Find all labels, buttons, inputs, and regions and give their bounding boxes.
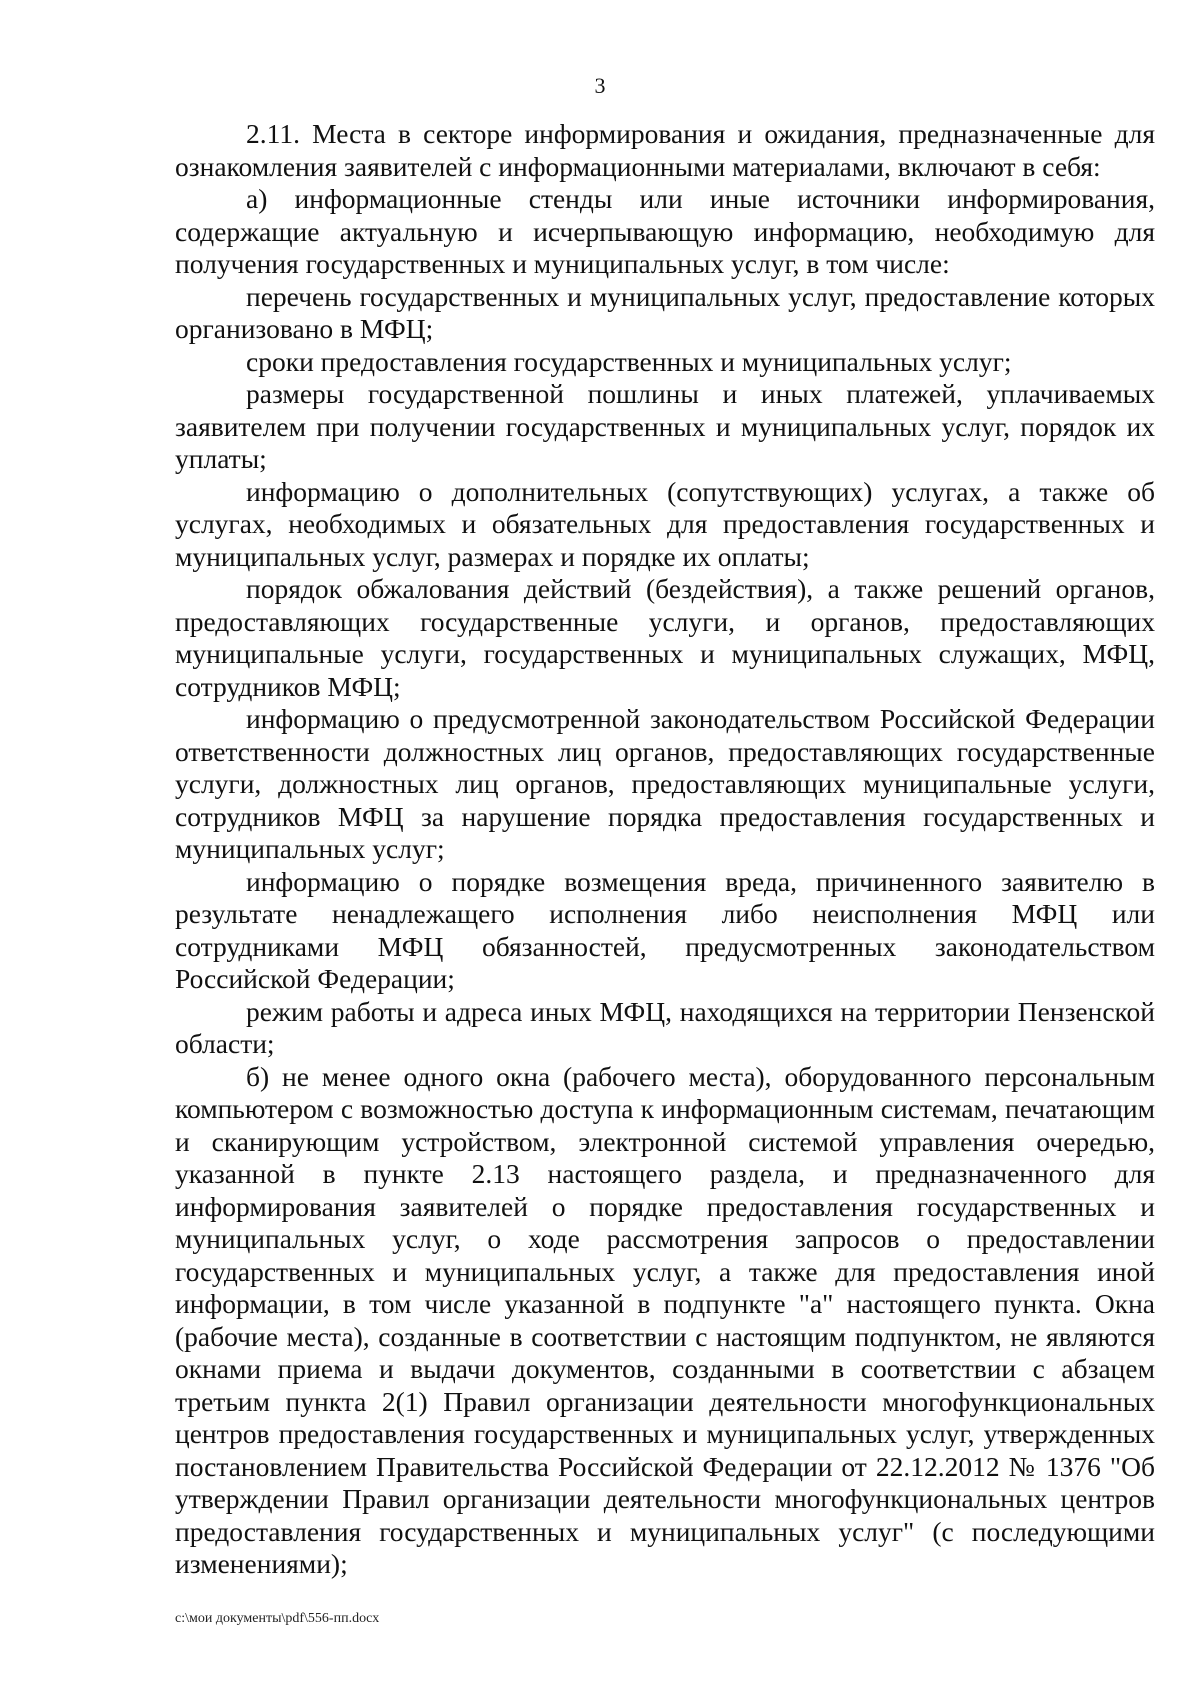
paragraph: порядок обжалования действий (бездействия), а также решений органов, предоставляющих государственные услуги, и органов, предоставляющих муниципальные услуги, государственных и муниципальных служащих, МФЦ, сотрудников МФЦ; [175,573,1155,702]
page-number: 3 [594,73,606,98]
paragraph: а) информационные стенды или иные источники информирования, содержащие актуальную и исчерпывающую информацию, необходимую для получения государственных и муниципальных услуг, в том числе: [175,183,1155,279]
paragraph: информацию о дополнительных (сопутствующих) услугах, а также об услугах, необходимых и обязательных для предоставления государственных и муниципальных услуг, размерах и порядке их оплаты; [175,475,1155,572]
paragraph: 2.11. Места в секторе информирования и ожидания, предназначенные для ознакомления заявителей с информационными материалами, включают в себя: [175,118,1155,182]
paragraph: перечень государственных и муниципальных услуг, предоставление которых организовано в МФЦ; [175,280,1155,344]
paragraph: размеры государственной пошлины и иных платежей, уплачиваемых заявителем при получении государственных и муниципальных услуг, порядок их уплаты; [175,378,1155,474]
footer-file-path: c:\мои документы\pdf\556-пп.docx [175,1611,380,1626]
paragraph: б) не менее одного окна (рабочего места), оборудованного персональным компьютером с возможностью доступа к информационным системам, печатающим и сканирующим устройством, электронной системой управления очередью, указанной в пункте 2.13 настоящего раздела, и предназначенного для информирования заявителей о порядке предоставления государственных и муниципальных услуг, о ходе рассмотрения запросов о предоставлении государственных и муниципальных услуг, а также для предоставления иной информации, в том числе указанной в подпункте "а" настоящего пункта. Окна (рабочие места), созданные в соответствии с настоящим подпунктом, не являются окнами приема и выдачи документов, созданными в соответствии с абзацем третьим пункта 2(1) Правил организации деятельности многофункциональных центров предоставления государственных и муниципальных услуг, утвержденных постановлением Правительства Российской Федерации от 22.12.2012 № 1376 "Об утверждении Правил организации деятельности многофункциональных центров предоставления государственных и муниципальных услуг" (с последующими изменениями); [175,1060,1155,1579]
paragraph: режим работы и адреса иных МФЦ, находящихся на территории Пензенской области; [175,995,1155,1059]
document-body [175,118,1155,1581]
paragraph: сроки предоставления государственных и муниципальных услуг; [246,345,1012,377]
paragraph: информацию о порядке возмещения вреда, причиненного заявителю в результате ненадлежащего исполнения либо неисполнения МФЦ или сотрудниками МФЦ обязанностей, предусмотренных законодательством Российской Федерации; [175,865,1155,994]
paragraph: информацию о предусмотренной законодательством Российской Федерации ответственности должностных лиц органов, предоставляющих государственные услуги, должностных лиц органов, предоставляющих муниципальные услуги, сотрудников МФЦ за нарушение порядка предоставления государственных и муниципальных услуг; [175,703,1155,864]
